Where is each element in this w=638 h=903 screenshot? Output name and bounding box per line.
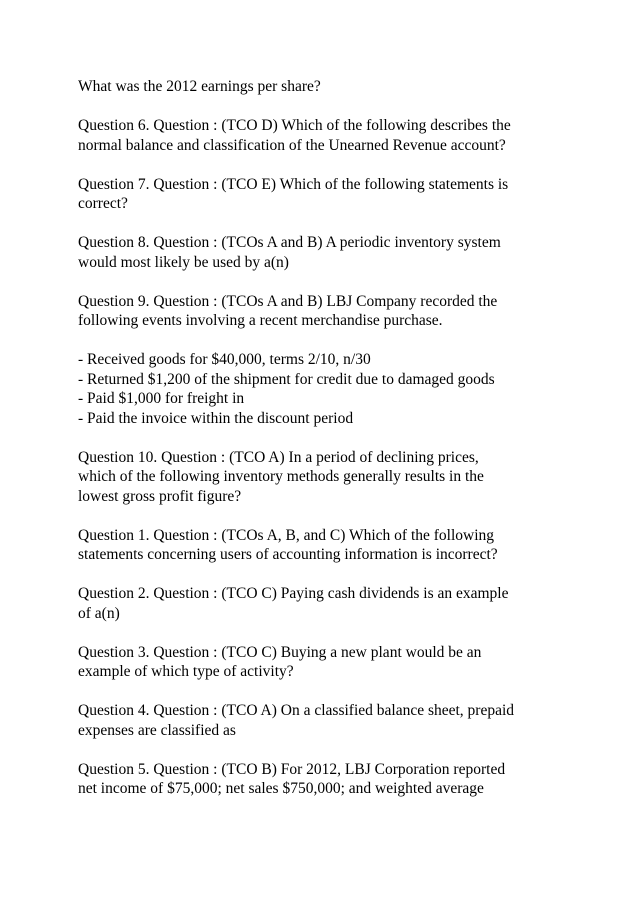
paragraph — [78, 526, 578, 565]
paragraph — [78, 292, 578, 331]
paragraph — [78, 760, 578, 799]
text-line: lowest gross profit figure? — [78, 487, 242, 505]
paragraph — [78, 116, 578, 155]
text-line: Question 6. Question : (TCO D) Which of the following describes the — [78, 117, 511, 134]
text-line: - Paid $1,000 for freight in — [78, 390, 245, 407]
text-line: Question 10. Question : (TCO A) In a period of declining prices, — [78, 448, 479, 466]
text-line: would most likely be used by a(n) — [78, 253, 289, 271]
text-line: example of which type of activity? — [78, 663, 294, 680]
text-line: expenses are classified as — [78, 721, 236, 739]
text-line: of a(n) — [78, 604, 120, 622]
text-line: - Received goods for $40,000, terms 2/10, n/30 — [78, 351, 371, 368]
text-line: Question 7. Question : (TCO E) Which of the following statements is — [78, 175, 509, 193]
paragraph — [78, 77, 578, 97]
paragraph — [78, 643, 578, 682]
paragraph — [78, 584, 578, 623]
text-line: Question 9. Question : (TCOs A and B) LBJ Company recorded the — [78, 292, 498, 310]
text-line: Question 3. Question : (TCO C) Buying a new plant would be an — [78, 643, 482, 661]
text-line: which of the following inventory methods generally results in the — [78, 468, 484, 485]
text-line: - Paid the invoice within the discount period — [78, 409, 354, 427]
paragraph — [78, 175, 578, 214]
text-line: net income of $75,000; net sales $750,000; and weighted average — [78, 780, 484, 797]
text-line: following events involving a recent merchandise purchase. — [78, 312, 443, 329]
text-line: What was the 2012 earnings per share? — [78, 78, 321, 95]
text-line: Question 2. Question : (TCO C) Paying cash dividends is an example — [78, 585, 509, 602]
paragraph — [78, 448, 578, 507]
paragraph — [78, 233, 578, 272]
text-line: correct? — [78, 195, 128, 212]
text-line: Question 8. Question : (TCOs A and B) A periodic inventory system — [78, 234, 501, 251]
text-line: Question 4. Question : (TCO A) On a classified balance sheet, prepaid — [78, 702, 515, 719]
text-line: statements concerning users of accounting information is incorrect? — [78, 546, 498, 563]
text-line: Question 1. Question : (TCOs A, B, and C) Which of the following — [78, 526, 495, 544]
paragraph — [78, 701, 578, 740]
text-line: Question 5. Question : (TCO B) For 2012, LBJ Corporation reported — [78, 760, 506, 778]
text-line: normal balance and classification of the Unearned Revenue account? — [78, 136, 506, 154]
text-line: - Returned $1,200 of the shipment for credit due to damaged goods — [78, 370, 495, 388]
paragraph — [78, 350, 578, 428]
document-body — [78, 77, 578, 818]
